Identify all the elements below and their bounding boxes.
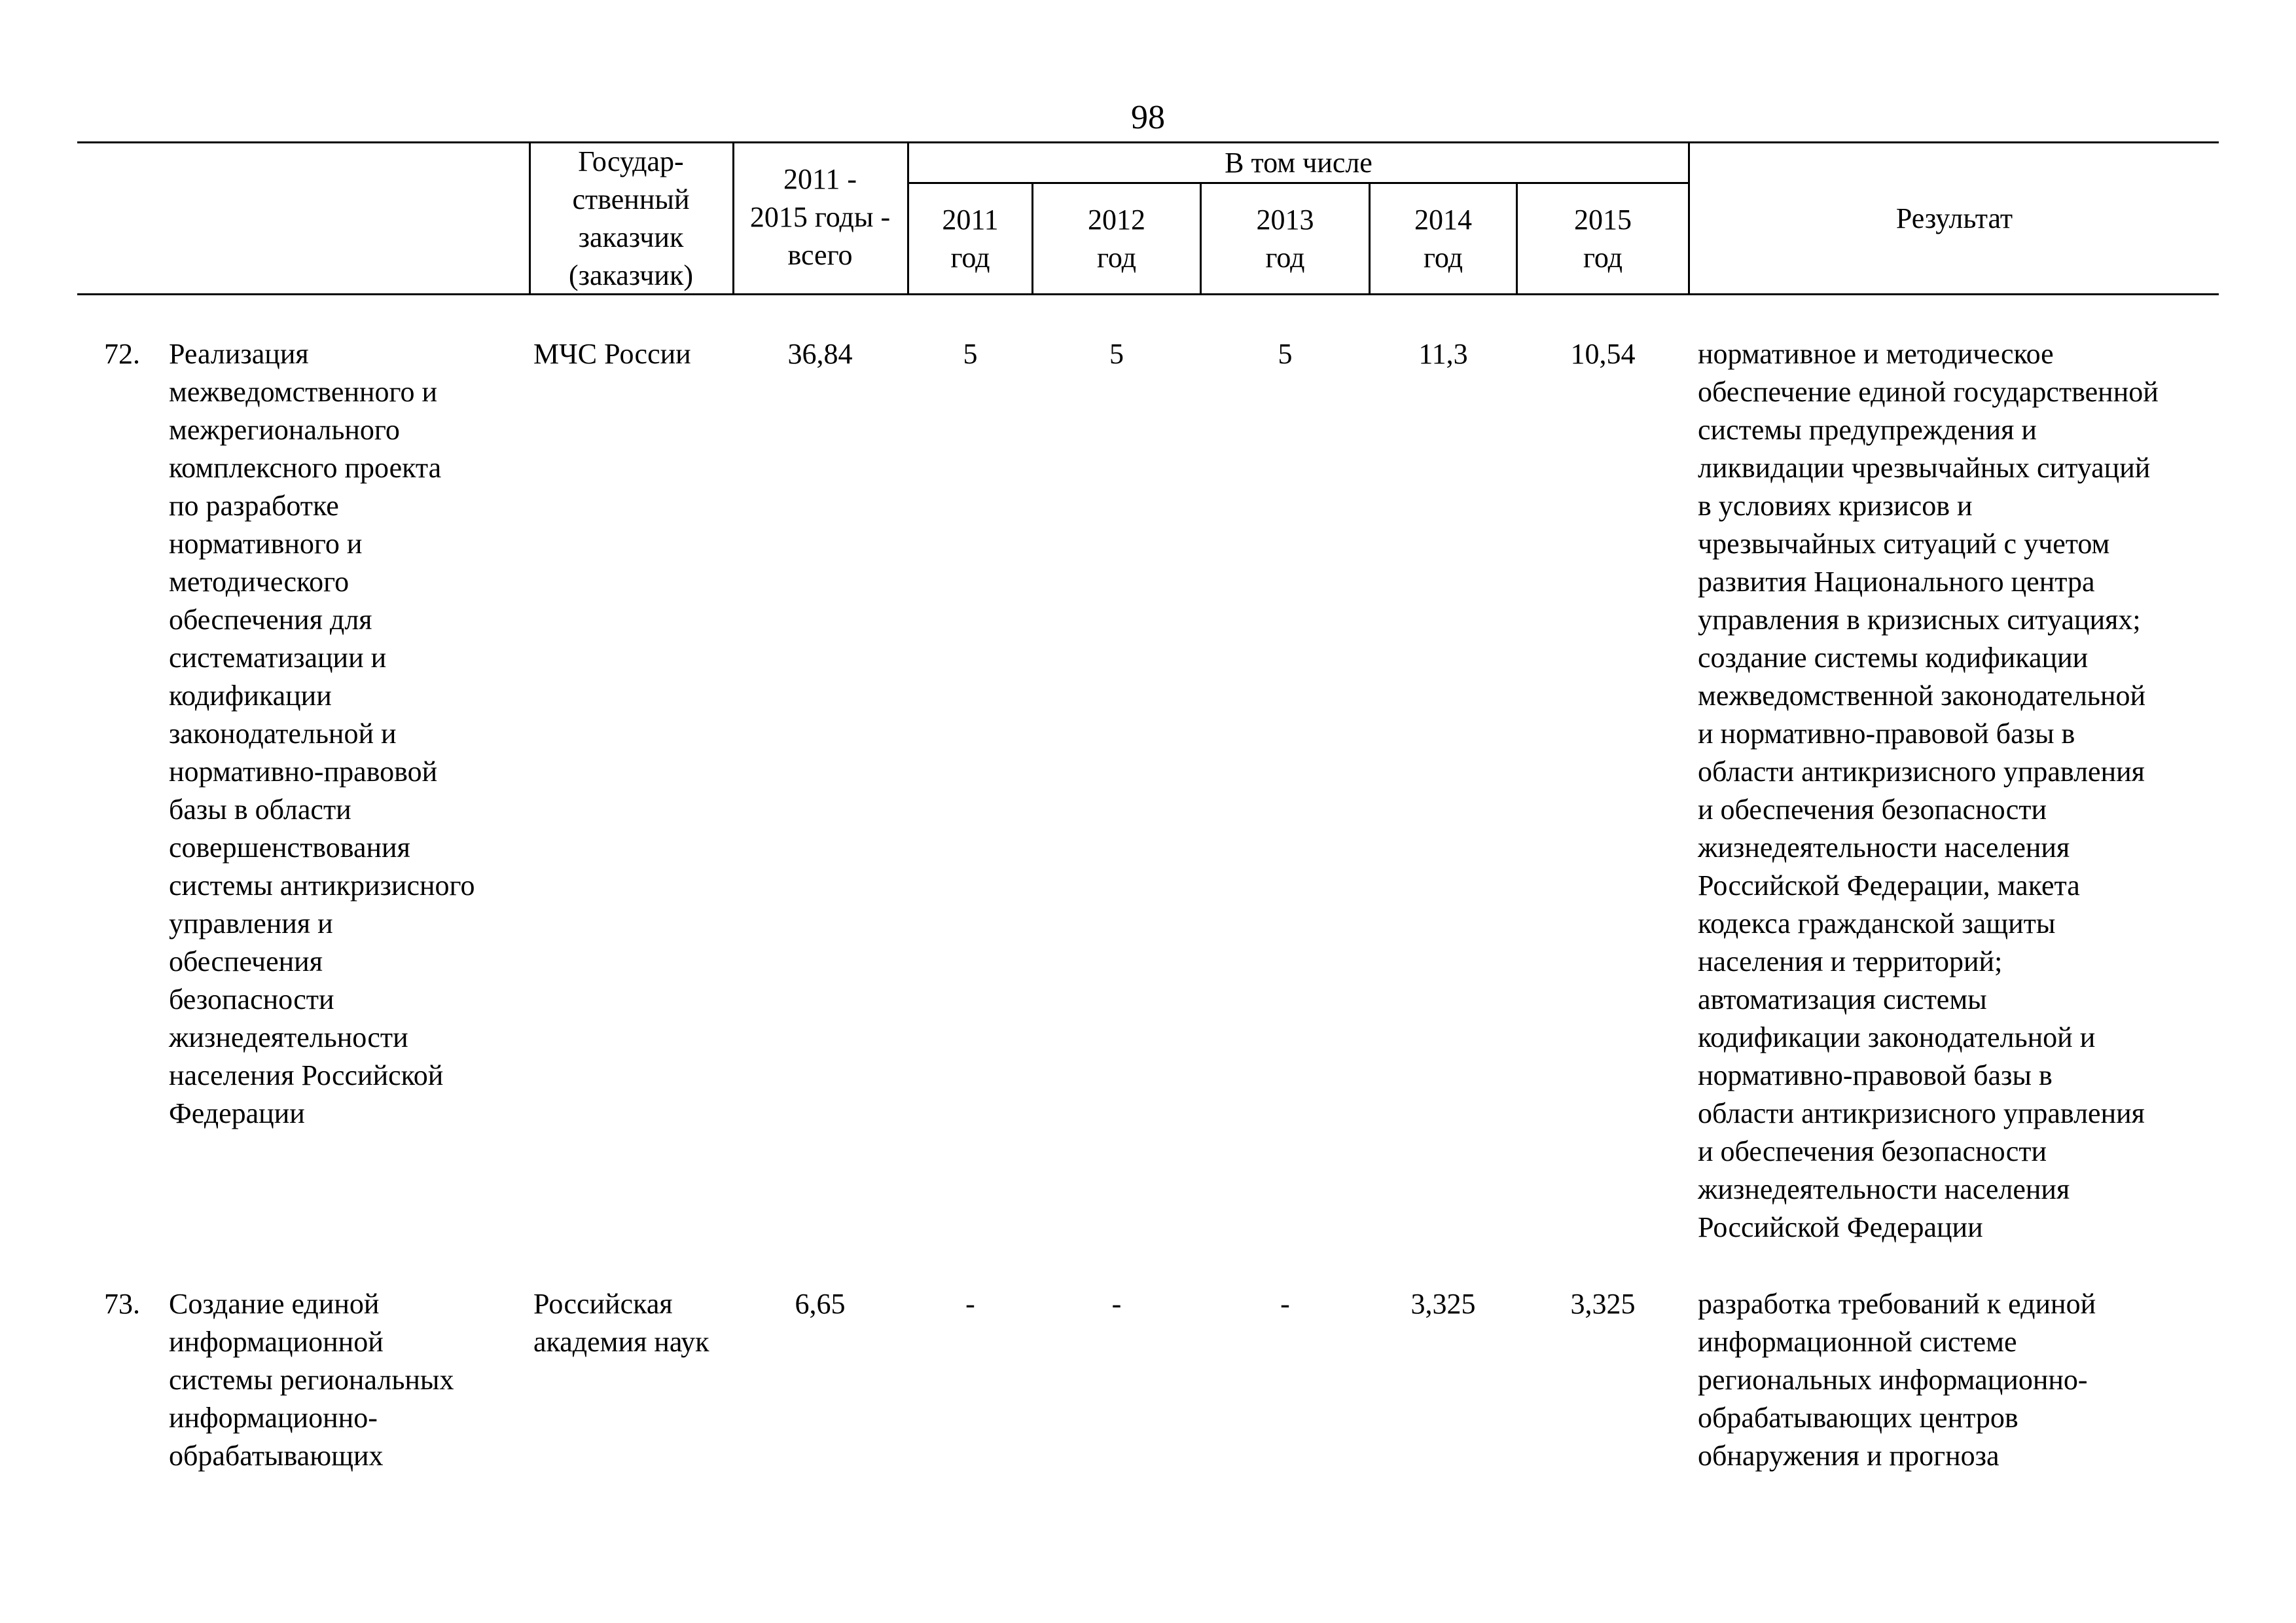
row-name-line: обрабатывающих — [169, 1440, 384, 1472]
row-result-line: управления в кризисных ситуациях; — [1698, 604, 2141, 636]
row-value-2012: - — [1111, 1288, 1122, 1320]
row-customer — [533, 1285, 730, 1361]
row-result-line: нормативное и методическое — [1698, 338, 2054, 370]
row-result-line: обрабатывающих центров — [1698, 1402, 2018, 1434]
row-customer-line: академия наук — [533, 1326, 709, 1358]
row-value-2013: 5 — [1278, 338, 1293, 370]
header-customer — [531, 143, 731, 295]
header-total-line: всего — [787, 239, 853, 271]
header-customer-line: заказчик — [578, 221, 684, 253]
row-name-line: Федерации — [169, 1097, 305, 1129]
header-year-unit: год — [1583, 242, 1623, 274]
row-result-line: системы предупреждения и — [1698, 414, 2037, 446]
header-year-2014 — [1371, 201, 1516, 277]
row-name-line: Создание единой — [169, 1288, 380, 1320]
header-year-2011 — [909, 201, 1031, 277]
header-result: Результат — [1895, 202, 2013, 234]
row-result-line: Российской Федерации, макета — [1698, 869, 2080, 902]
row-name-line: методического — [169, 566, 350, 598]
row-result-line: Российской Федерации — [1698, 1211, 1983, 1243]
row-name-line: обеспечения для — [169, 604, 372, 636]
row-name-line: межрегионального — [169, 414, 400, 446]
row-result-line: и нормативно-правовой базы в — [1698, 718, 2075, 750]
row-result-line: обнаружения и прогноза — [1698, 1440, 2000, 1472]
row-result-line: обеспечение единой государственной — [1698, 376, 2159, 408]
row-name-line: по разработке — [169, 490, 339, 522]
header-year-unit: год — [1265, 242, 1305, 274]
header-total — [734, 160, 906, 274]
row-name-line: системы региональных — [169, 1364, 454, 1396]
row-result-line: населения и территорий; — [1698, 945, 2003, 977]
row-value-2011: 5 — [963, 338, 978, 370]
row-total: 6,65 — [795, 1288, 846, 1320]
row-result-line: в условиях кризисов и — [1698, 490, 1973, 522]
row-value-2012: 5 — [1109, 338, 1124, 370]
table-header-bottom-rule — [77, 293, 2219, 295]
row-result-line: развития Национального центра — [1698, 566, 2095, 598]
header-customer-line: (заказчик) — [568, 259, 693, 291]
header-year-label: 2013 — [1256, 204, 1314, 236]
row-result-line: региональных информационно- — [1698, 1364, 2088, 1396]
row-result-line: жизнедеятельности населения — [1698, 1173, 2070, 1205]
row-name-line: системы антикризисного — [169, 869, 475, 902]
row-result — [1698, 1285, 2215, 1475]
row-number: 72. — [104, 338, 140, 370]
row-value-2013: - — [1280, 1288, 1290, 1320]
header-including: В том числе — [1225, 147, 1372, 179]
row-value-2015: 10,54 — [1570, 338, 1636, 370]
header-year-unit: год — [1423, 242, 1463, 274]
row-name-line: комплексного проекта — [169, 452, 442, 484]
row-result-line: ликвидации чрезвычайных ситуаций — [1698, 452, 2151, 484]
including-subheader-rule — [907, 182, 1689, 184]
row-name-line: базы в области — [169, 793, 351, 826]
row-number: 73. — [104, 1288, 140, 1320]
header-year-2012 — [1033, 201, 1200, 277]
row-name-line: населения Российской — [169, 1059, 444, 1091]
row-name — [169, 1285, 526, 1475]
row-name-line: информационной — [169, 1326, 384, 1358]
row-result-line: нормативно-правовой базы в — [1698, 1059, 2053, 1091]
header-year-label: 2011 — [942, 204, 999, 236]
row-name-line: законодательной и — [169, 718, 397, 750]
row-customer — [533, 335, 730, 373]
header-year-label: 2014 — [1414, 204, 1472, 236]
header-total-line: 2015 годы - — [749, 201, 891, 233]
row-name-line: кодификации — [169, 680, 332, 712]
row-result-line: жизнедеятельности населения — [1698, 831, 2070, 864]
row-result-line: межведомственной законодательной — [1698, 680, 2146, 712]
row-name-line: межведомственного и — [169, 376, 438, 408]
row-result-line: информационной системе — [1698, 1326, 2017, 1358]
row-result-line: чрезвычайных ситуаций с учетом — [1698, 528, 2110, 560]
row-name-line: управления и — [169, 907, 333, 939]
row-result-line: создание системы кодификации — [1698, 642, 2089, 674]
row-name-line: жизнедеятельности — [169, 1021, 408, 1053]
table-top-rule — [77, 141, 2219, 143]
row-name-line: систематизации и — [169, 642, 387, 674]
row-result-line: автоматизация системы — [1698, 983, 1987, 1015]
header-total-line: 2011 - — [783, 163, 857, 195]
row-result-line: кодекса гражданской защиты — [1698, 907, 2056, 939]
row-total: 36,84 — [787, 338, 853, 370]
row-result — [1698, 335, 2215, 1247]
row-result-line: области антикризисного управления — [1698, 1097, 2145, 1129]
row-customer-line: Российская — [533, 1288, 673, 1320]
header-customer-line: ственный — [572, 183, 690, 215]
row-name-line: нормативного и — [169, 528, 363, 560]
row-result-line: области антикризисного управления — [1698, 756, 2145, 788]
header-customer-line: Государ- — [578, 145, 684, 177]
row-name-line: безопасности — [169, 983, 334, 1015]
header-year-2015 — [1518, 201, 1688, 277]
row-result-line: кодификации законодательной и — [1698, 1021, 2096, 1053]
page-number: 98 — [1131, 99, 1165, 136]
row-result-line: разработка требований к единой — [1698, 1288, 2096, 1320]
row-customer-line: МЧС России — [533, 338, 691, 370]
row-name-line: совершенствования — [169, 831, 410, 864]
row-result-line: и обеспечения безопасности — [1698, 1135, 2047, 1167]
row-result-line: и обеспечения безопасности — [1698, 793, 2047, 826]
row-value-2015: 3,325 — [1570, 1288, 1636, 1320]
row-value-2011: - — [965, 1288, 975, 1320]
header-year-unit: год — [1096, 242, 1137, 274]
row-name-line: информационно- — [169, 1402, 378, 1434]
header-year-unit: год — [950, 242, 990, 274]
header-year-label: 2015 — [1574, 204, 1632, 236]
header-year-label: 2012 — [1088, 204, 1145, 236]
row-name — [169, 335, 526, 1133]
header-year-2013 — [1202, 201, 1369, 277]
row-name-line: обеспечения — [169, 945, 323, 977]
row-name-line: нормативно-правовой — [169, 756, 438, 788]
row-value-2014: 3,325 — [1410, 1288, 1476, 1320]
row-value-2014: 11,3 — [1418, 338, 1468, 370]
row-name-line: Реализация — [169, 338, 309, 370]
